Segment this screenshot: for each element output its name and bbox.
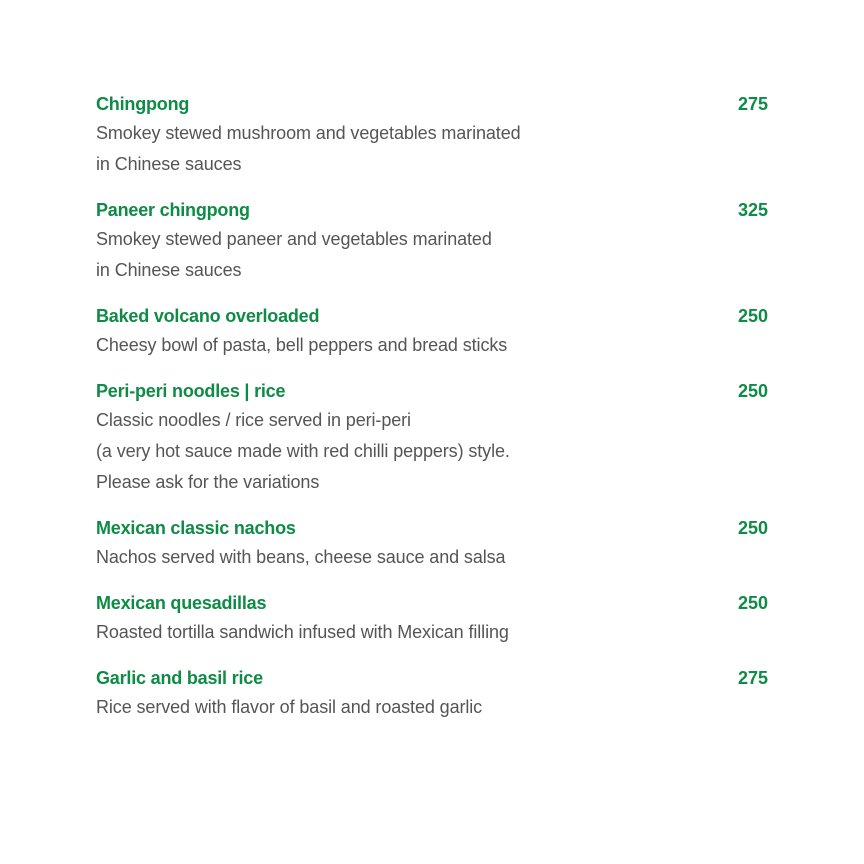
description-line: Roasted tortilla sandwich infused with Mexican filling <box>96 622 509 642</box>
menu-item-description <box>96 330 768 361</box>
menu-item-name: Paneer chingpong <box>96 200 250 220</box>
menu-item-name: Baked volcano overloaded <box>96 306 320 326</box>
description-line: Rice served with flavor of basil and roasted garlic <box>96 697 483 717</box>
menu-item-name: Mexican classic nachos <box>96 518 296 538</box>
menu-item-garlic-basil-rice <box>96 664 768 723</box>
menu-item-price: 325 <box>737 200 768 220</box>
description-line: Smokey stewed paneer and vegetables marinated <box>96 229 492 249</box>
menu-item-price: 275 <box>737 94 768 114</box>
menu-item-header <box>96 664 768 692</box>
menu-item-peri-peri <box>96 377 768 498</box>
menu-item-description <box>96 692 768 723</box>
menu-item-mexican-quesadillas <box>96 589 768 648</box>
menu-item-price: 250 <box>737 518 768 538</box>
menu-item-header <box>96 377 768 405</box>
description-line: in Chinese sauces <box>96 260 242 280</box>
menu-item-name: Peri-peri noodles | rice <box>96 381 286 401</box>
menu-item-description <box>96 542 768 573</box>
menu-item-header <box>96 196 768 224</box>
menu-item-header <box>96 589 768 617</box>
description-line: Smokey stewed mushroom and vegetables marinated <box>96 123 521 143</box>
menu-item-header <box>96 514 768 542</box>
description-line: Cheesy bowl of pasta, bell peppers and bread sticks <box>96 335 508 355</box>
menu-item-name: Chingpong <box>96 94 190 114</box>
description-line: in Chinese sauces <box>96 154 242 174</box>
menu-item-price: 250 <box>737 306 768 326</box>
menu-item-paneer-chingpong <box>96 196 768 286</box>
menu-item-name: Garlic and basil rice <box>96 668 263 688</box>
menu-item-price: 250 <box>737 381 768 401</box>
menu-list <box>96 90 768 739</box>
menu-item-chingpong <box>96 90 768 180</box>
menu-item-description <box>96 118 768 180</box>
menu-item-description <box>96 224 768 286</box>
description-line: (a very hot sauce made with red chilli peppers) style. <box>96 441 510 461</box>
menu-item-header <box>96 90 768 118</box>
menu-item-baked-volcano <box>96 302 768 361</box>
description-line: Please ask for the variations <box>96 472 320 492</box>
menu-item-description <box>96 405 768 498</box>
menu-item-header <box>96 302 768 330</box>
menu-item-description <box>96 617 768 648</box>
description-line: Nachos served with beans, cheese sauce and salsa <box>96 547 506 567</box>
menu-item-name: Mexican quesadillas <box>96 593 267 613</box>
menu-item-price: 275 <box>737 668 768 688</box>
menu-item-price: 250 <box>737 593 768 613</box>
menu-item-mexican-nachos <box>96 514 768 573</box>
description-line: Classic noodles / rice served in peri-peri <box>96 410 411 430</box>
